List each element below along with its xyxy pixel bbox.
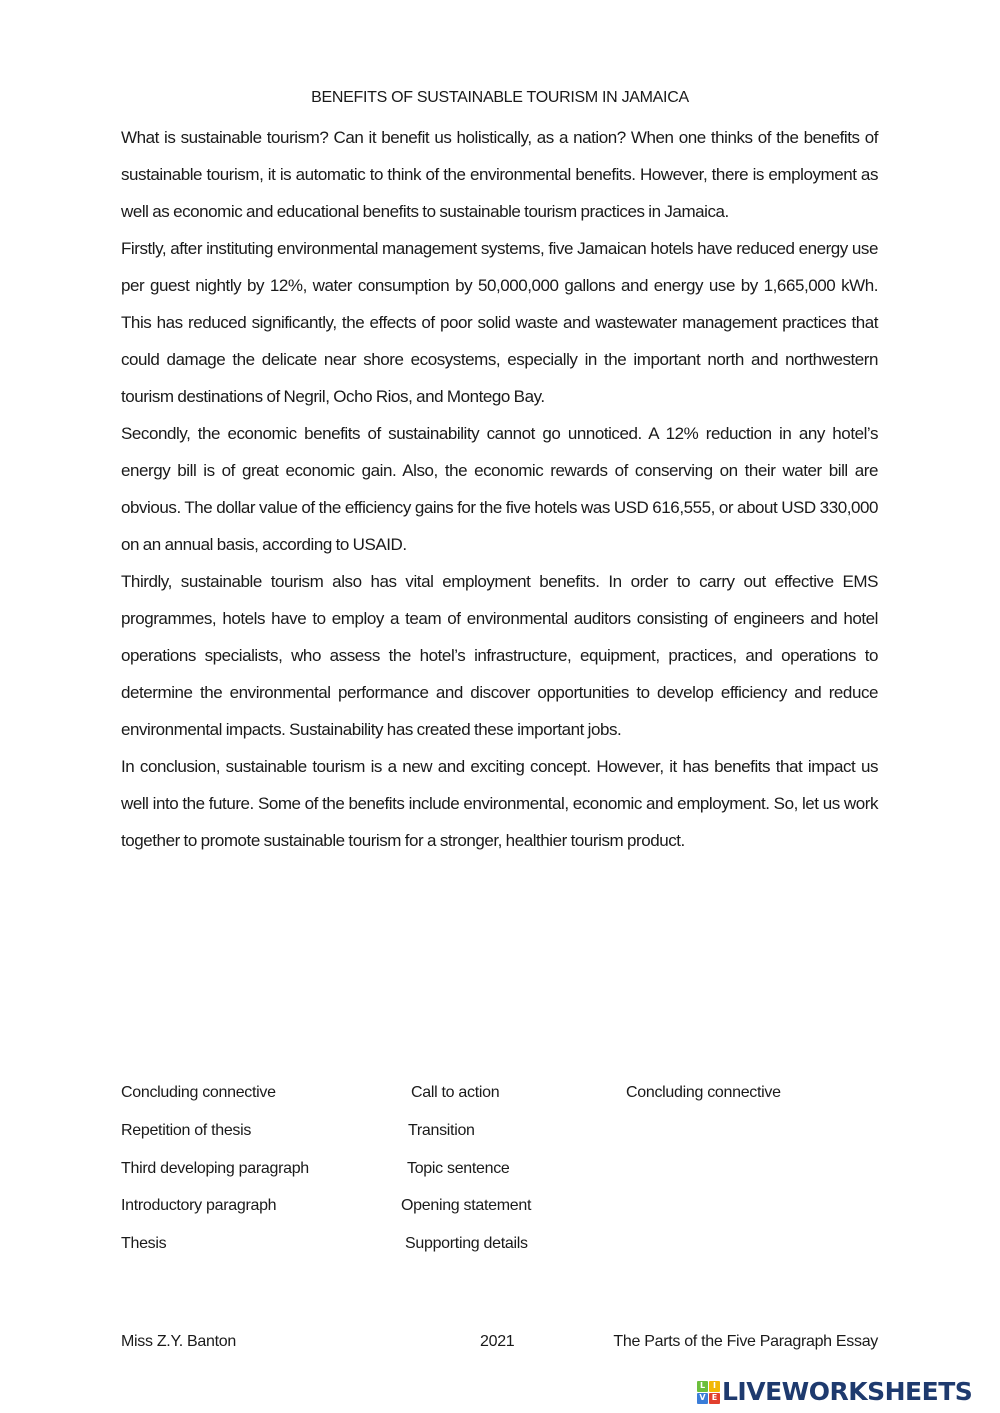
footer-year: 2021 <box>480 1333 515 1350</box>
label-introductory-paragraph[interactable]: Introductory paragraph <box>121 1197 277 1214</box>
label-concluding-connective[interactable]: Concluding connective <box>121 1084 276 1101</box>
footer-document-title: The Parts of the Five Paragraph Essay <box>613 1333 878 1350</box>
third-developing-paragraph: Thirdly, sustainable tourism also has vital employment benefits. In order to carry out effective EMS programmes, hotels have to employ a team of environmental auditors consisting of engineers and hotel operations specialists, who assess the hotel’s infrastructure, equipment, practices, and operations to determine the environmental performance and discover opportunities to develop efficiency and reduce environmental impacts. Sustainability has created these important jobs. <box>121 572 878 739</box>
introductory-paragraph: What is sustainable tourism? Can it benefit us holistically, as a nation? When one thinks of the benefits of sustainable tourism, it is automatic to think of the environmental benefits. However, there is employment as well as economic and educational benefits to sustainable tourism practices in Jamaica. <box>121 128 878 221</box>
logo-letter-l: L <box>697 1381 708 1392</box>
label-supporting-details[interactable]: Supporting details <box>405 1235 528 1252</box>
footer-author: Miss Z.Y. Banton <box>121 1333 236 1350</box>
essay-body <box>121 119 878 859</box>
logo-letter-i: I <box>709 1381 720 1392</box>
label-third-developing-paragraph[interactable]: Third developing paragraph <box>121 1160 309 1177</box>
liveworksheets-logo <box>697 1378 972 1406</box>
logo-letter-v: V <box>697 1393 708 1404</box>
first-developing-paragraph: Firstly, after instituting environmental management systems, five Jamaican hotels have reduced energy use per guest nightly by 12%, water consumption by 50,000,000 gallons and energy use by 1,665,000 kWh. This has reduced significantly, the effects of poor solid waste and wastewater management practices that could damage the delicate near shore ecosystems, especially in the important north and northwestern tourism destinations of Negril, Ocho Rios, and Montego Bay. <box>121 239 878 406</box>
label-opening-statement[interactable]: Opening statement <box>401 1197 532 1214</box>
page-footer <box>121 1331 878 1353</box>
logo-letter-e: E <box>709 1393 720 1404</box>
label-topic-sentence[interactable]: Topic sentence <box>407 1160 510 1177</box>
logo-wordmark: LIVEWORKSHEETS <box>722 1377 973 1406</box>
label-thesis[interactable]: Thesis <box>121 1235 167 1252</box>
label-concluding-connective-2[interactable]: Concluding connective <box>626 1084 781 1101</box>
label-transition[interactable]: Transition <box>408 1122 475 1139</box>
second-developing-paragraph: Secondly, the economic benefits of sustainability cannot go unnoticed. A 12% reduction in any hotel’s energy bill is of great economic gain. Also, the economic rewards of conserving on their water bill are obvious. The dollar value of the efficiency gains for the five hotels was USD 616,555, or about USD 330,000 on an annual basis, according to USAID. <box>121 424 878 554</box>
essay-part-labels <box>121 1080 881 1280</box>
concluding-paragraph: In conclusion, sustainable tourism is a new and exciting concept. However, it has benefits that impact us well into the future. Some of the benefits include environmental, economic and employment. So, let us work together to promote sustainable tourism for a stronger, healthier tourism product. <box>121 757 878 850</box>
label-repetition-of-thesis[interactable]: Repetition of thesis <box>121 1122 252 1139</box>
live-logo-icon <box>697 1381 720 1404</box>
essay-title: BENEFITS OF SUSTAINABLE TOURISM IN JAMAICA <box>311 89 689 106</box>
label-call-to-action[interactable]: Call to action <box>411 1084 500 1101</box>
